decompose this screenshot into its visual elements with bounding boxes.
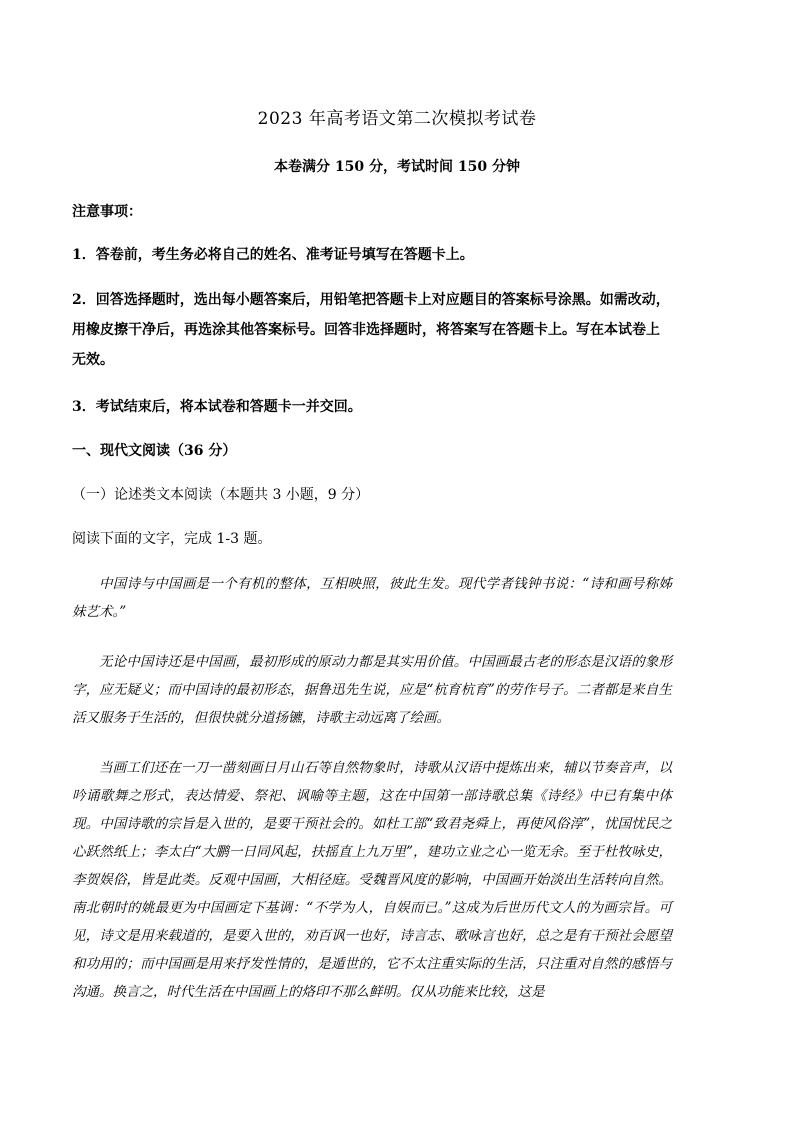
notice-item-1: 1．答卷前，考生务必将自己的姓名、准考证号填写在答题卡上。 <box>72 247 474 263</box>
exam-title: 2023 年高考语文第二次模拟考试卷 <box>257 109 537 129</box>
notice-item-3: 3．考试结束后，将本试卷和答题卡一并交回。 <box>72 399 362 415</box>
exam-subtitle: 本卷满分 150 分，考试时间 150 分钟 <box>274 159 520 175</box>
section-subheading: （一）论述类文本阅读（本题共 3 小题，9 分） <box>72 487 370 503</box>
passage-paragraph-1: 中国诗与中国画是一个有机的整体，互相映照，彼此生发。现代学者钱钟书说：“诗和画号称姊妹艺术。” <box>72 576 672 620</box>
notice-item-2: 2．回答选择题时，选出每小题答案后，用铅笔把答题卡上对应题目的答案标号涂黑。如需改动，用橡皮擦干净后，再选涂其他答案标号。回答非选择题时，将答案写在答题卡上。写在本试卷上无效。 <box>72 292 670 368</box>
section-heading: 一、现代文阅读（36 分） <box>72 443 237 459</box>
section-instruction: 阅读下面的文字，完成 1-3 题。 <box>72 531 272 547</box>
passage-paragraph-2: 无论中国诗还是中国画，最初形成的原动力都是其实用价值。中国画最古老的形态是汉语的象形字，应无疑义；而中国诗的最初形态，据鲁迅先生说，应是“杭育杭育”的劳作号子。二者都是来自生活又服务于生活的，但很快就分道扬镳，诗歌主动远离了绘画。 <box>72 654 672 726</box>
passage-paragraph-3: 当画工们还在一刀一凿刻画日月山石等自然物象时，诗歌从汉语中提炼出来，辅以节奏音声，以吟诵歌舞之形式，表达情爱、祭祀、讽喻等主题，这在中国第一部诗歌总集《诗经》中已有集中体现。中国诗歌的宗旨是入世的，是要干预社会的。如杜工部“致君尧舜上，再使风俗淳”，忧国忧民之心跃然纸上；李太白“大鹏一日同风起，扶摇直上九万里”，建功立业之心一览无余。至于杜牧咏史，李贺娱俗，皆是此类。反观中国画，大相径庭。受魏晋风度的影响，中国画开始淡出生活转向自然。南北朝时的姚最更为中国画定下基调：“不学为人，自娱而已。”这成为后世历代文人的为画宗旨。可见，诗文是用来载道的，是要入世的，劝百讽一也好，诗言志、歌咏言也好，总之是有干预社会愿望和功用的；而中国画是用来抒发性情的，是遁世的，它不太注重实际的生活，只注重对自然的感悟与沟通。换言之，时代生活在中国画上的烙印不那么鲜明。仅从功能来比较，这是 <box>72 760 672 1000</box>
notice-heading: 注意事项： <box>72 204 142 220</box>
